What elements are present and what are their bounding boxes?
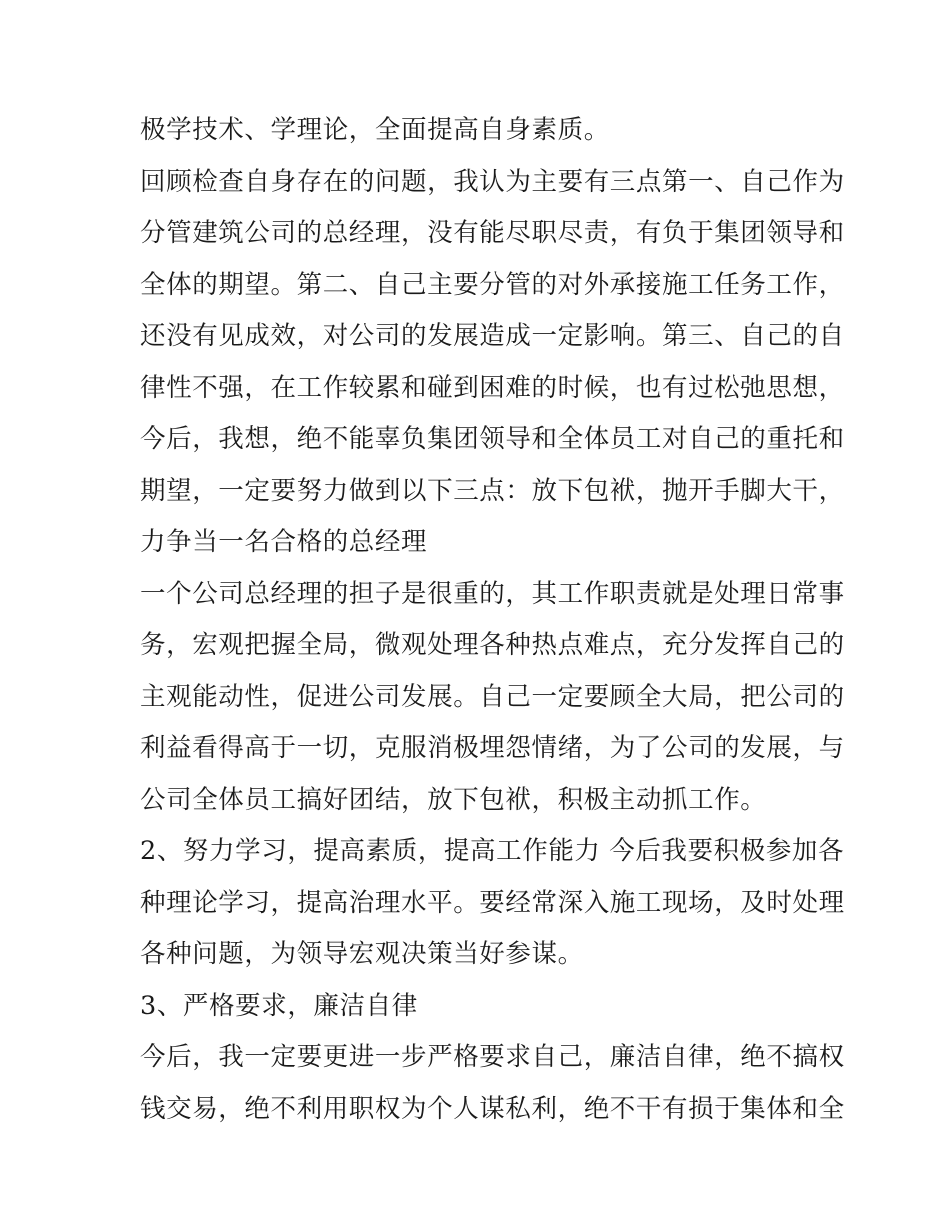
text-line: 极学技术、学理论，全面提高自身素质。 — [140, 115, 610, 145]
text-line: 各种问题，为领导宏观决策当好参谋。 — [140, 939, 584, 969]
body-text — [140, 105, 845, 1135]
text-line: 全体的期望。第二、自己主要分管的对外承接施工任务工作， — [140, 269, 845, 300]
text-line: 期望，一定要努力做到以下三点：放下包袱，抛开手脚大干， — [140, 475, 845, 506]
text-line: 律性不强，在工作较累和碰到困难的时候，也有过松弛思想， — [140, 372, 845, 403]
text-line: 公司全体员工搞好团结，放下包袱，积极主动抓工作。 — [140, 784, 767, 815]
text-line: 今后，我想，绝不能辜负集团领导和全体员工对自己的重托和 — [140, 424, 845, 454]
text-line: 回顾检查自身存在的问题，我认为主要有三点第一、自己作为 — [140, 166, 845, 197]
text-line: 务，宏观把握全局，微观处理各种热点难点，充分发挥自己的 — [140, 630, 845, 660]
text-line: 还没有见成效，对公司的发展造成一定影响。第三、自己的自 — [140, 321, 845, 351]
text-line: 分管建筑公司的总经理，没有能尽职尽责，有负于集团领导和 — [140, 218, 845, 248]
text-line: 力争当一名合格的总经理 — [140, 527, 428, 557]
text-line: 一个公司总经理的担子是很重的，其工作职责就是处理日常事 — [140, 578, 845, 609]
text-line: 主观能动性，促进公司发展。自己一定要顾全大局，把公司的 — [140, 681, 845, 712]
text-line: 2、努力学习，提高素质，提高工作能力 今后我要积极参加各 — [140, 836, 845, 866]
text-line: 钱交易，绝不利用职权为个人谋私利，绝不干有损于集体和全 — [140, 1093, 845, 1124]
text-line: 种理论学习，提高治理水平。要经常深入施工现场，及时处理 — [140, 887, 845, 918]
text-line: 利益看得高于一切，克服消极埋怨情绪，为了公司的发展，与 — [140, 733, 845, 763]
text-line: 3、严格要求，廉洁自律 — [140, 990, 418, 1021]
text-line: 今后，我一定要更进一步严格要求自己，廉洁自律，绝不搞权 — [140, 1042, 845, 1072]
